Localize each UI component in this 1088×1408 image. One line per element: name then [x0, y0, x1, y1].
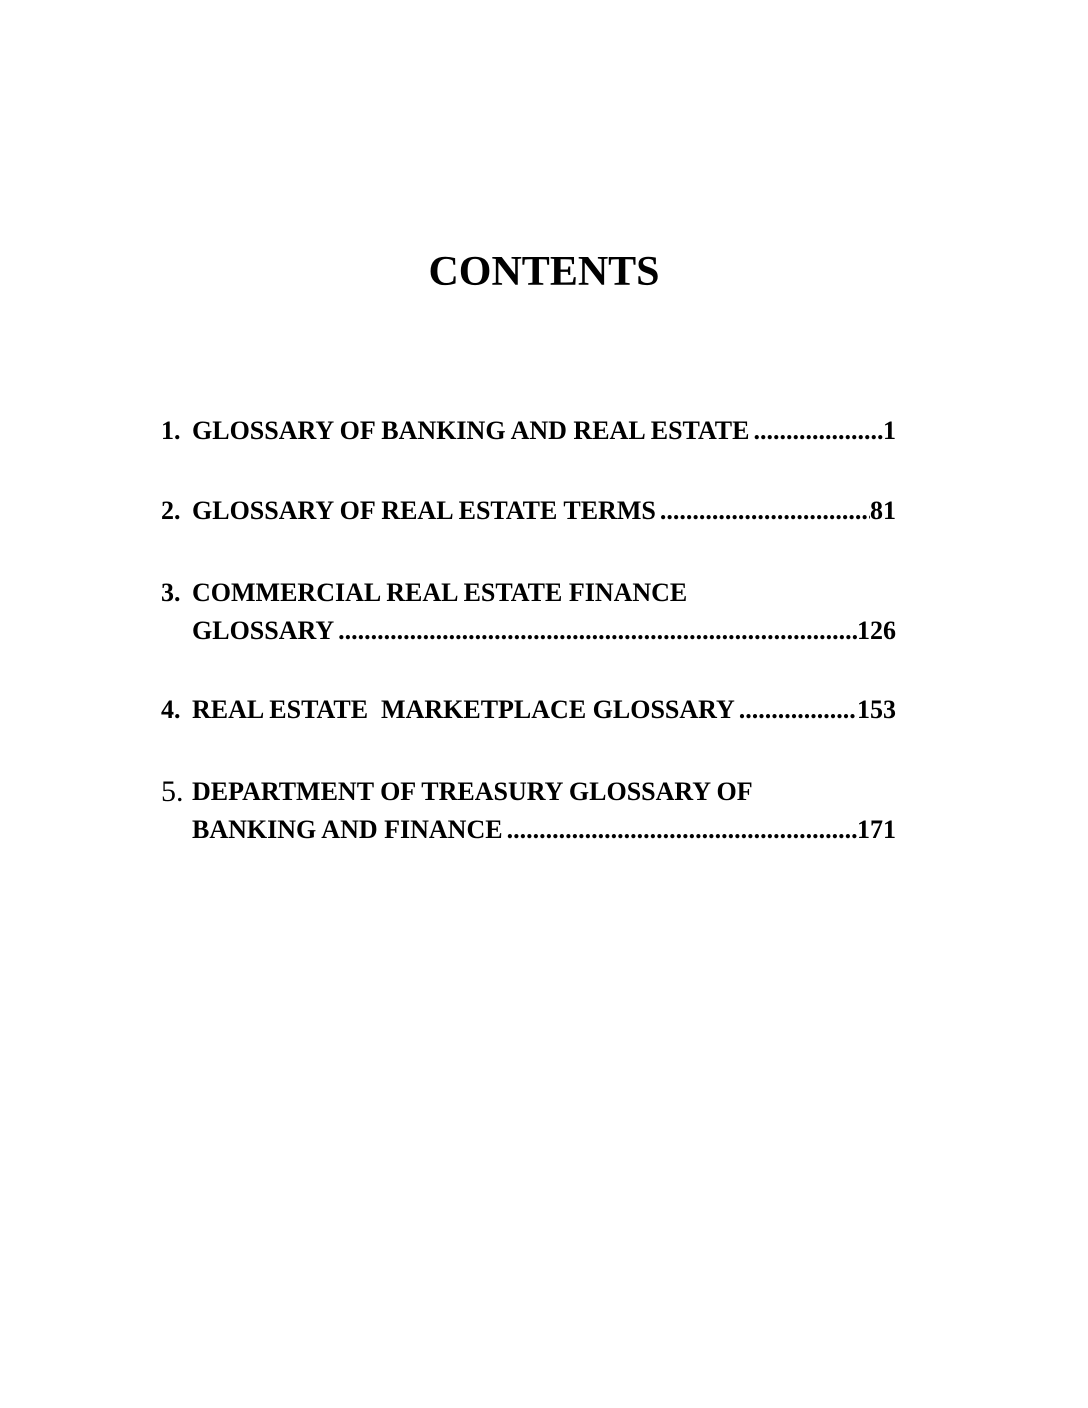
toc-entry-line [192, 691, 896, 729]
dot-leader [338, 612, 857, 650]
dot-leader [753, 412, 883, 450]
dot-leader [507, 811, 857, 849]
toc-entry-number: 1. [161, 416, 181, 445]
toc-entry-title-continued: BANKING AND FINANCE [192, 815, 503, 844]
toc-entry-page: 153 [857, 695, 896, 724]
toc-entry-page: 171 [857, 815, 896, 844]
toc-entry-page: 1 [883, 416, 896, 445]
toc-entry-title: GLOSSARY OF BANKING AND REAL ESTATE [192, 416, 750, 445]
toc-entry [161, 412, 896, 450]
toc-entry-title: COMMERCIAL REAL ESTATE FINANCE [192, 578, 688, 607]
toc-entry [161, 492, 896, 530]
dot-leader [660, 492, 870, 530]
toc-entry-number: 5. [161, 775, 184, 808]
toc-entry-title: DEPARTMENT OF TREASURY GLOSSARY OF [192, 777, 753, 806]
toc-entry-line [192, 811, 896, 849]
toc-entry [161, 574, 896, 650]
toc-entry-page: 81 [870, 496, 896, 525]
page-title: CONTENTS [428, 249, 660, 295]
toc-entry [161, 691, 896, 729]
toc-entry-line [192, 412, 896, 450]
toc-entry-title: REAL ESTATE MARKETPLACE GLOSSARY [192, 695, 735, 724]
toc-entry-line [192, 612, 896, 650]
toc-entry-number: 2. [161, 496, 181, 525]
toc-entry-number: 3. [161, 578, 181, 607]
toc-entry-number: 4. [161, 695, 181, 724]
toc-entry [161, 773, 896, 849]
toc-entry-line [192, 574, 896, 612]
toc-entry-line [192, 492, 896, 530]
toc-entry-line [192, 773, 896, 811]
toc-entry-title-continued: GLOSSARY [192, 616, 335, 645]
dot-leader [739, 691, 857, 729]
toc-entry-title: GLOSSARY OF REAL ESTATE TERMS [192, 496, 656, 525]
toc-entry-page: 126 [857, 616, 896, 645]
